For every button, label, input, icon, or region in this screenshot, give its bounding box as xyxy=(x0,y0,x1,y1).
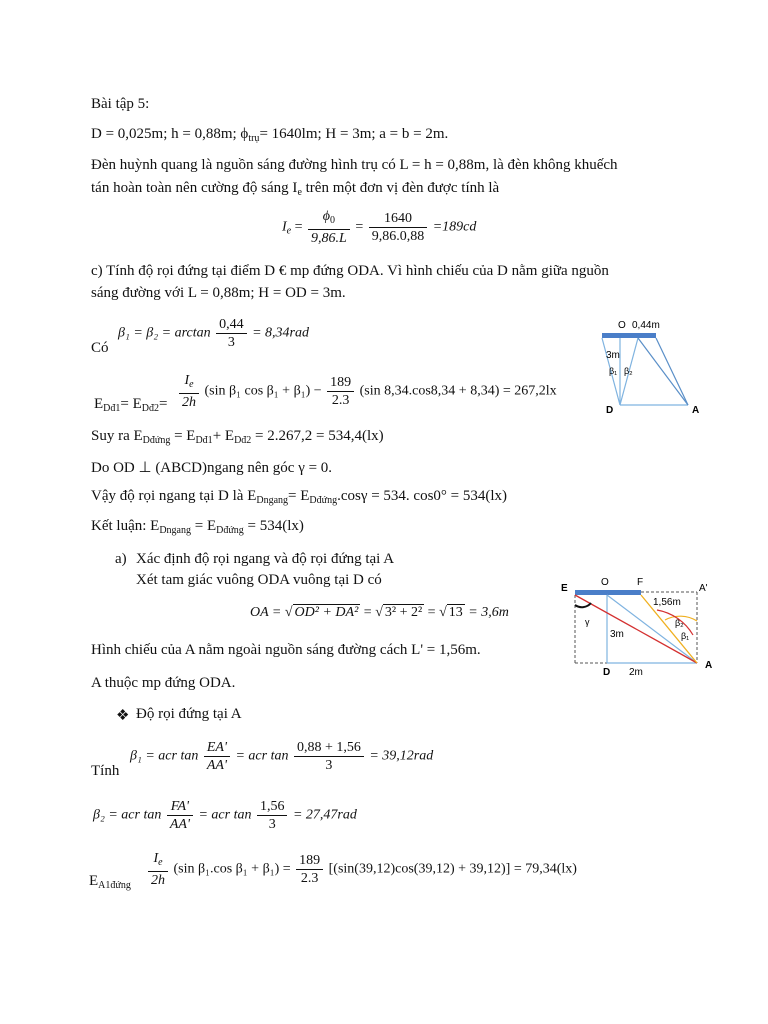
lamp-bar xyxy=(575,590,641,595)
tinh-label: Tính xyxy=(91,763,120,779)
gamma-arc xyxy=(575,603,591,607)
equation-oa: OA = √ OD² + DA² = √ 3² + 2² = √ 13 = 3,6m xyxy=(250,605,509,620)
params-line: D = 0,025m; h = 0,88m; $\phi_{trụ}= 1640lm$; H = 3m; a = b = 2m. xyxy=(91,126,449,144)
fig2-dist-label: 2m xyxy=(629,667,643,678)
edd-label: $E_{Dđ1}= E_{Dđ2}=$ xyxy=(94,396,168,414)
fig2-e-label: E xyxy=(561,583,568,594)
oa-line xyxy=(638,338,688,405)
do-od-line: Do OD ⊥ (ABCD)ngang nên góc γ = 0. xyxy=(91,460,333,476)
figure-point-a xyxy=(557,575,725,683)
equation-beta1: β₁ = acr tan $\frac{EA'}{AA'}$ = acr tan $\frac{0,88 + 1,56}{3}$ = 39,12rad xyxy=(130,740,434,773)
ea-label: $E_{A1đứng}$ xyxy=(89,873,131,891)
co-label: Có xyxy=(91,340,109,356)
fig1-height-label: 3m xyxy=(606,350,620,361)
fig1-length-label: 0,44m xyxy=(632,320,660,331)
intro-line-1: Đèn huỳnh quang là nguồn sáng đường hình trụ có L = h = 0,88m, là đèn không khuếch xyxy=(91,157,618,173)
equation-ie: $I_e$ = $\frac{\phi_0}{9,86.L}$ = $\frac{1640}{9,86.0,88}$ =189cd xyxy=(282,209,477,246)
part-c-line-2: sáng đường với L = 0,88m; H = OD = 3m. xyxy=(91,285,346,301)
fig1-d-label: D xyxy=(606,405,614,416)
intro-line-2: tán hoàn toàn nên cường độ sáng $I_e$ trên một đơn vị đèn được tính là xyxy=(91,180,500,198)
vay-line: Vậy độ rọi ngang tại D là $E_{Dngang}= E_{Dđứng}.\cos\gamma = 534$. cos0° = 534(lx) xyxy=(91,488,508,506)
lamp-bar xyxy=(602,333,656,338)
fig2-beta2-label: β₂ xyxy=(675,618,684,628)
bullet-icon: ❖ xyxy=(116,708,130,724)
fig2-o-label: O xyxy=(601,577,609,588)
fig2-beta1-label: β₁ xyxy=(681,631,690,641)
item-a-line-1: Xác định độ rọi ngang và độ rọi đứng tại A xyxy=(136,551,395,567)
fig2-gamma-label: γ xyxy=(585,617,590,627)
suy-ra-line: Suy ra $E_{Dđứng} = E_{Dđ1}+ E_{Dđ2} = 2.267,2 = 534,4(lx)$ xyxy=(91,428,384,446)
equation-ea: $\frac{I_e}{2h}$ (sin β₁.cos β₁ + β₁) = $\frac{189}{2.3}$ [(sin(39,12)cos(39,12) + 39,12)] = 79,34(lx) xyxy=(146,850,577,889)
fig1-a-label: A xyxy=(692,405,700,416)
exercise-title: Bài tập 5: xyxy=(91,96,150,112)
ket-luan-line: Kết luận: $E_{Dngang} = E_{Dđứng} = 534(lx)$ xyxy=(91,518,304,536)
do-roi-dung-heading: Độ rọi đứng tại A xyxy=(136,706,242,722)
part-c-line-1: c) Tính độ rọi đứng tại điểm D € mp đứng ODA. Vì hình chiếu của D nằm giữa nguồn xyxy=(91,263,609,279)
equation-edd: $\frac{I_e}{2h}$ (sin β₁ cos β₁ + β₁) − $\frac{189}{2.3}$ (sin 8,34.cos8,34 + 8,34) = 267,2lx xyxy=(177,372,557,411)
fig1-beta2-label: β₂ xyxy=(624,366,633,376)
figure-point-d xyxy=(590,316,710,416)
hinh-chieu-line: Hình chiếu của A nằm ngoài nguồn sáng đường cách L' = 1,56m. xyxy=(91,642,481,658)
a-thuoc-line: A thuộc mp đứng ODA. xyxy=(91,675,236,691)
equation-beta2: β₂ = acr tan $\frac{FA'}{AA'}$ = acr tan $\frac{1,56}{3}$ = 27,47rad xyxy=(93,799,357,832)
item-a-marker: a) xyxy=(115,551,127,567)
fig1-o-label: O xyxy=(618,320,626,331)
fig2-aprime-label: A' xyxy=(699,583,708,594)
item-a-line-2: Xét tam giác vuông ODA vuông tại D có xyxy=(136,572,382,588)
equation-beta: β₁ = β₂ = arctan $\frac{0,44}{3}$ = 8,34rad xyxy=(118,317,310,350)
lamp-end-ray xyxy=(656,338,688,405)
fig1-beta1-label: β₁ xyxy=(609,366,618,376)
fig2-a-label: A xyxy=(705,660,713,671)
fig2-f-label: F xyxy=(637,577,644,588)
fig2-length-label: 1,56m xyxy=(653,597,681,608)
fig2-d-label: D xyxy=(603,667,611,678)
fig2-height-label: 3m xyxy=(610,629,624,640)
